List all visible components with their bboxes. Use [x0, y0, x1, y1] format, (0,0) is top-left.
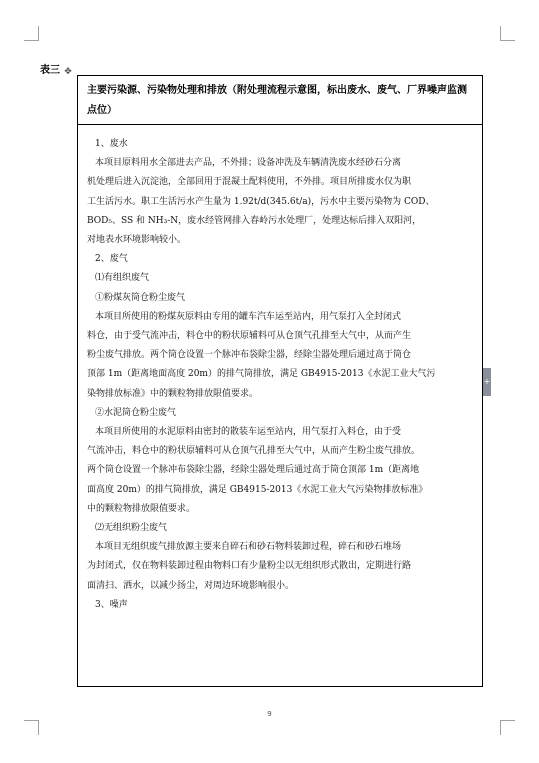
body-line: ⑵无组织粉尘废气: [95, 523, 168, 534]
table-label: 表三: [40, 65, 60, 76]
crop-mark-top-left: [24, 26, 39, 41]
body-line: 染物排放标准》中的颗粒物排放限值要求。: [87, 388, 259, 399]
body-line: 本项目所使用的粉煤灰原料由专用的罐车汽车运至站内，用气泵打入全封闭式: [95, 311, 402, 322]
body-line: 机处理后进入沉淀池，全部回用于混凝土配料使用，不外排。项目所排废水仅为职: [87, 177, 412, 188]
body-line: 料仓，由于受气流冲击，料仓中的粉状原辅料可从仓顶气孔排至大气中，从而产生: [87, 331, 412, 342]
page-number: 9: [267, 710, 272, 718]
body-line: 工生活污水。职工生活污水产生量为 1.92t/d(345.6t/a)，污水中主要污染物为 COD、: [87, 196, 435, 207]
body-line: ①粉煤灰筒仓粉尘废气: [95, 292, 186, 303]
body-line: 2、废气: [95, 254, 128, 265]
body-line: 本项目无组织废气排放源主要来自碎石和砂石物料装卸过程，碎石和砂石堆场: [95, 542, 402, 553]
body-line: ⑴有组织废气: [95, 273, 150, 284]
body-line: 面高度 20m）的排气筒排放，满足 GB4915-2013《水泥工业大气污染物排放标准》: [87, 484, 428, 495]
table-move-handle-icon[interactable]: ✥: [64, 67, 72, 77]
body-line: 本项目原料用水全部进去产品，不外排；设备冲洗及车辆清洗废水经砂石分离: [95, 158, 402, 169]
body-line: 粉尘废气排放。两个筒仓设置一个脉冲布袋除尘器，经除尘器处理后通过高于筒仓: [87, 350, 412, 361]
body-line: 对地表水环境影响较小。: [87, 235, 187, 246]
body-line: 顶部 1m（距离地面高度 20m）的排气筒排放，满足 GB4915-2013《水泥工业大气污: [87, 369, 436, 380]
body-line: 1、废水: [95, 139, 128, 149]
body-line: 面清扫、洒水，以减少扬尘，对周边环境影响很小。: [87, 580, 295, 591]
body-line: 中的颗粒物排放限值要求。: [87, 503, 196, 514]
body-line: 两个筒仓设置一个脉冲布袋除尘器，经除尘器处理后通过高于筒仓顶部 1m（距离地: [87, 465, 420, 476]
table-header-text: 主要污染源、污染物处理和排放（附处理流程示意图，标出废水、废气、厂界噪声监测点位）: [87, 85, 467, 116]
table-body-text: [87, 135, 477, 615]
body-line: BOD₅、SS 和 NH₃-N，废水经管网排入春岭污水处理厂，处理达标后排入双阳河，: [87, 215, 422, 226]
crop-mark-bottom-left: [24, 720, 39, 735]
crop-mark-bottom-right: [500, 720, 515, 735]
body-line: 气流冲击，料仓中的粉状原辅料可从仓顶气孔排至大气中，从而产生粉尘废气排放。: [87, 446, 421, 457]
body-line: ②水泥筒仓粉尘废气: [95, 407, 177, 418]
body-line: 本项目所使用的水泥原料由密封的散装车运至站内，用气泵打入料仓，由于受: [95, 427, 402, 438]
crop-mark-top-right: [500, 26, 515, 41]
table-frame: [77, 75, 483, 687]
table-header-row: [78, 76, 482, 125]
body-line: 为封闭式，仅在物料装卸过程由物料口有少量粉尘以无组织形式散出，定期进行路: [87, 561, 412, 572]
side-scroll-tab-icon[interactable]: +: [483, 368, 491, 396]
body-line: 3、噪声: [95, 599, 128, 610]
